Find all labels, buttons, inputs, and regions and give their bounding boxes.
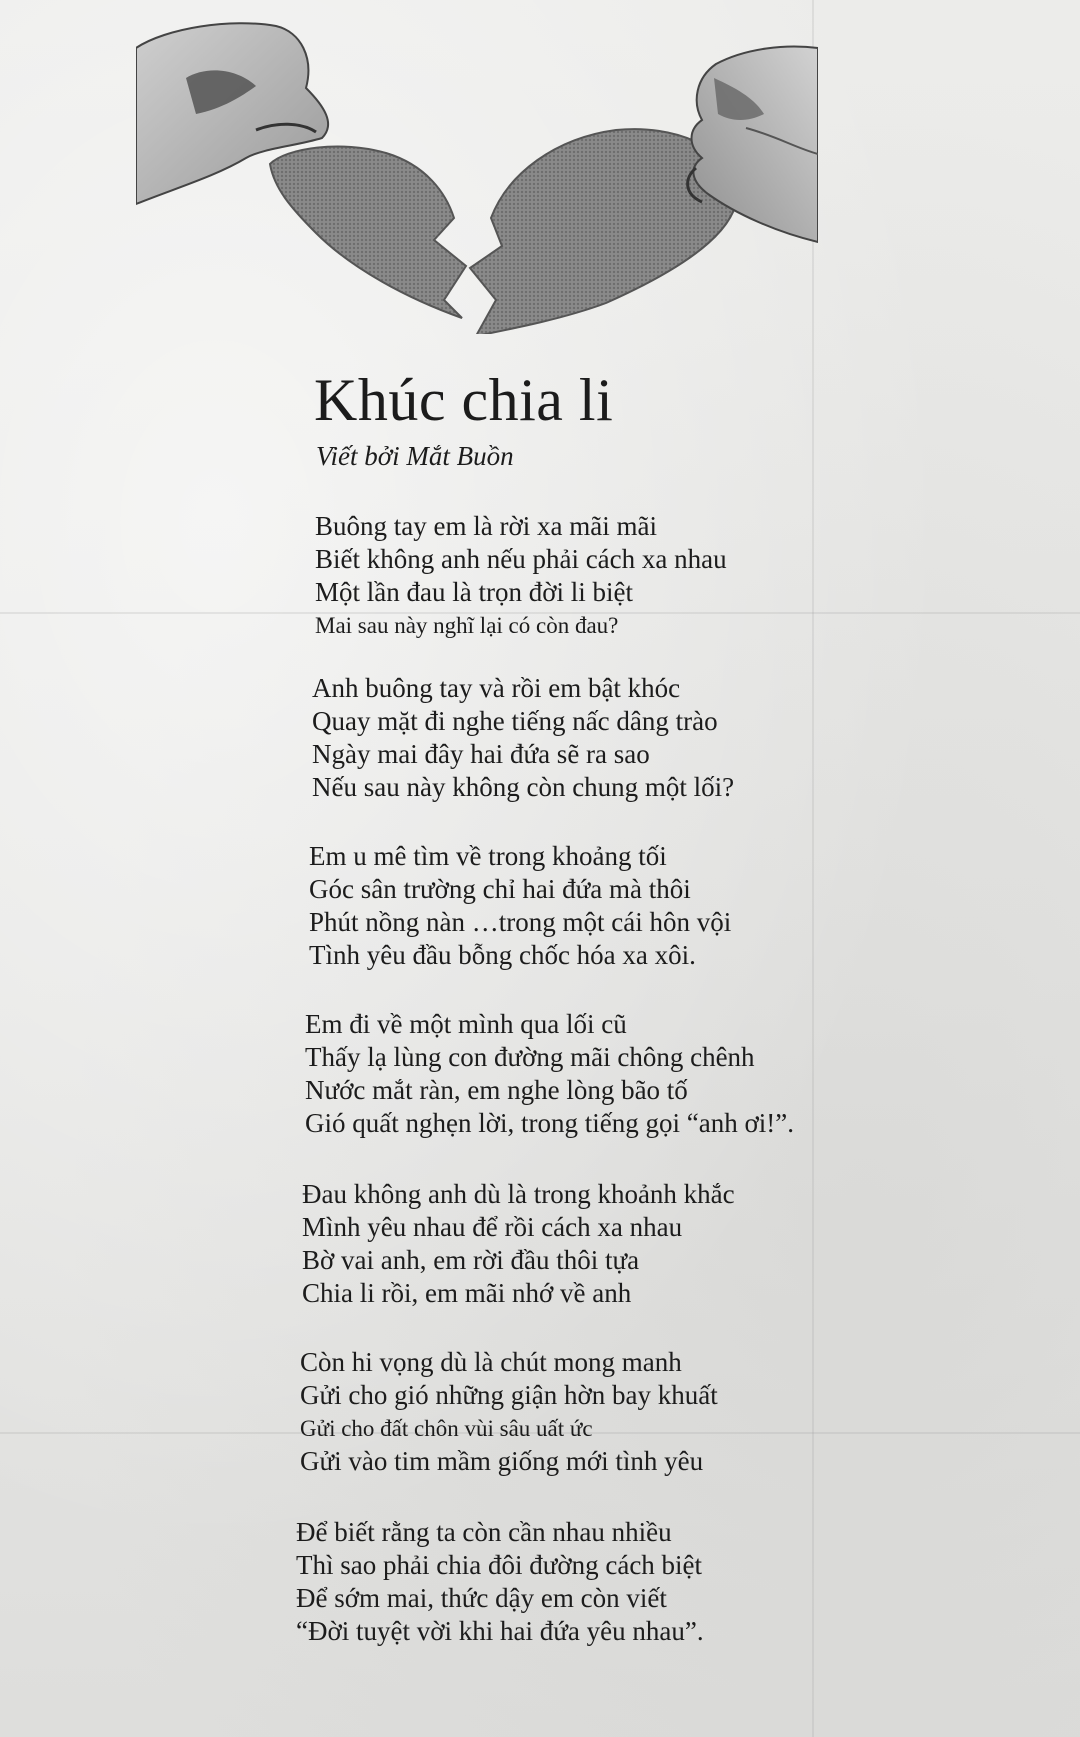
poem-line: Nếu sau này không còn chung một lối? bbox=[312, 772, 735, 802]
stanza-1 bbox=[315, 510, 727, 642]
poem-title: Khúc chia li bbox=[314, 367, 614, 433]
poem-line: Biết không anh nếu phải cách xa nhau bbox=[315, 544, 727, 574]
stanza-3 bbox=[309, 840, 731, 972]
poem-line: Đau không anh dù là trong khoảnh khắc bbox=[302, 1179, 735, 1209]
poem-line: Tình yêu đầu bỗng chốc hóa xa xôi. bbox=[309, 940, 696, 970]
poem-line: Gửi vào tim mầm giống mới tình yêu bbox=[300, 1446, 704, 1476]
poem-line: Mình yêu nhau để rồi cách xa nhau bbox=[302, 1212, 683, 1242]
poem-line: Để sớm mai, thức dậy em còn viết bbox=[296, 1583, 667, 1613]
poem-line: Gửi cho gió những giận hờn bay khuất bbox=[300, 1380, 718, 1410]
poem-line: Quay mặt đi nghe tiếng nấc dâng trào bbox=[312, 706, 718, 736]
poem-byline: Viết bởi Mắt Buồn bbox=[316, 441, 514, 471]
poem-line: Để biết rằng ta còn cần nhau nhiều bbox=[296, 1517, 672, 1547]
poem-line: Còn hi vọng dù là chút mong manh bbox=[300, 1347, 682, 1377]
poem-line: Gửi cho đất chôn vùi sâu uất ức bbox=[300, 1416, 593, 1441]
stanza-5 bbox=[302, 1178, 735, 1310]
poem-line: Mai sau này nghĩ lại có còn đau? bbox=[315, 613, 619, 638]
stanza-7 bbox=[296, 1516, 704, 1648]
stanza-6 bbox=[300, 1346, 718, 1478]
stanza-4 bbox=[305, 1008, 794, 1140]
poem-line: Em đi về một mình qua lối cũ bbox=[305, 1009, 627, 1039]
stanza-2 bbox=[312, 672, 734, 804]
poem-line: Phút nồng nàn …trong một cái hôn vội bbox=[309, 907, 732, 937]
poem-line: Góc sân trường chỉ hai đứa mà thôi bbox=[309, 874, 691, 904]
poem-line: Thì sao phải chia đôi đường cách biệt bbox=[296, 1550, 703, 1580]
poem-line: Em u mê tìm về trong khoảng tối bbox=[309, 841, 667, 871]
poem-line: Nước mắt ràn, em nghe lòng bão tố bbox=[305, 1075, 688, 1105]
poem-line: Một lần đau là trọn đời li biệt bbox=[315, 577, 633, 607]
poem-line: Bờ vai anh, em rời đầu thôi tựa bbox=[302, 1245, 640, 1275]
poem-line: “Đời tuyệt vời khi hai đứa yêu nhau”. bbox=[296, 1616, 704, 1646]
poem-line: Anh buông tay và rồi em bật khóc bbox=[312, 673, 681, 703]
poem-line: Thấy lạ lùng con đường mãi chông chênh bbox=[305, 1042, 755, 1072]
poem-line: Buông tay em là rời xa mãi mãi bbox=[315, 511, 657, 541]
poem-line: Chia li rồi, em mãi nhớ về anh bbox=[302, 1278, 632, 1308]
poem-line: Gió quất nghẹn lời, trong tiếng gọi “anh ơi!”. bbox=[305, 1108, 794, 1138]
poem-line: Ngày mai đây hai đứa sẽ ra sao bbox=[312, 739, 650, 769]
